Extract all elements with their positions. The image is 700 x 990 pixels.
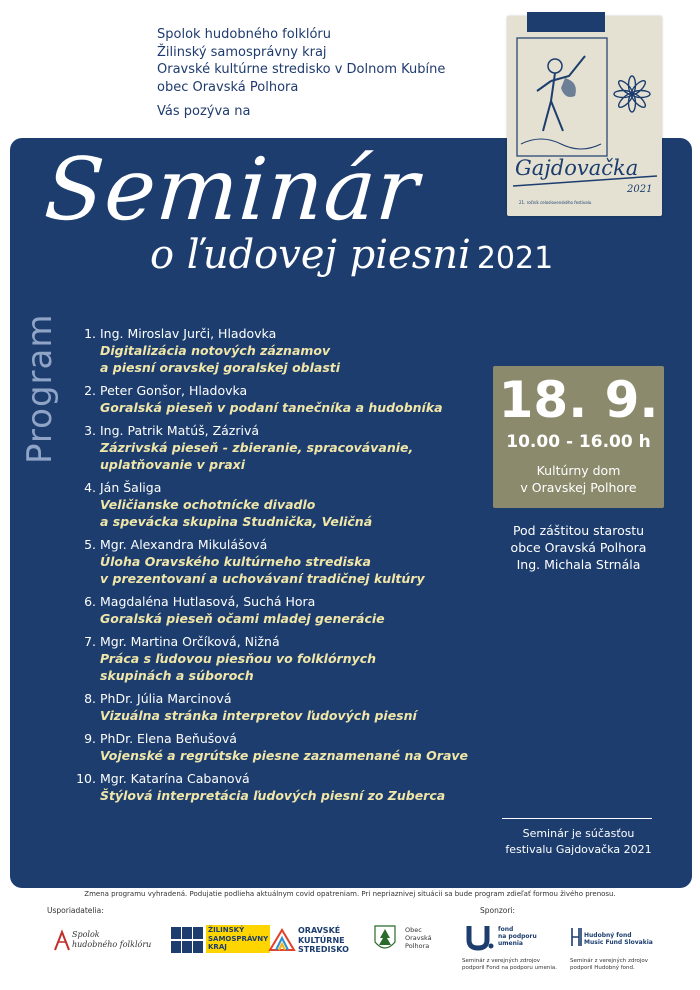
item-number: 7. bbox=[84, 634, 96, 649]
title-line-2 bbox=[150, 232, 553, 278]
program-item bbox=[70, 422, 490, 473]
item-topic: Digitalizácia notových záznamov bbox=[100, 343, 331, 358]
badge-subtitle: 21. ročník celoslovenského festivalu bbox=[519, 200, 592, 205]
oks-logo-icon bbox=[268, 926, 296, 954]
fpu-logo-icon bbox=[466, 922, 494, 952]
item-speaker: Mgr. Katarína Cabanová bbox=[100, 771, 250, 786]
logo-text: Hudobný fond bbox=[584, 932, 632, 939]
patron-line: obce Oravská Polhora bbox=[510, 540, 647, 555]
item-topic: Zázrivská pieseň - zbieranie, spracovávanie, bbox=[100, 440, 414, 455]
item-number: 6. bbox=[84, 594, 96, 609]
program-item bbox=[70, 690, 490, 724]
event-datebox bbox=[493, 366, 664, 508]
gajdovacka-badge bbox=[507, 16, 662, 216]
item-speaker: Ing. Patrik Matúš, Zázrivá bbox=[100, 423, 260, 438]
item-topic: Vizuálna stránka interpretov ľudových piesní bbox=[100, 708, 417, 723]
item-topic: Veličianske ochotnícke divadlo bbox=[100, 497, 316, 512]
item-topic: Práca s ľudovou piesňou vo folklórnych bbox=[100, 651, 377, 666]
sponsor-note: Seminár z verejných zdrojov bbox=[462, 958, 540, 964]
footer-notice: Zmena programu vyhradená. Podujatie podlieha aktuálnym covid opatreniam. Pri nepriaznivej situácii sa bude program zdieľať formou živého prenosu. bbox=[84, 890, 616, 898]
item-number: 8. bbox=[84, 691, 96, 706]
hf-logo-icon bbox=[570, 926, 584, 948]
invite-text: Vás pozýva na bbox=[157, 104, 251, 119]
program-item bbox=[70, 730, 490, 764]
logo-text: na podporu bbox=[498, 933, 537, 940]
item-topic: a piesní oravskej goralskej oblasti bbox=[100, 360, 341, 375]
event-place bbox=[493, 462, 664, 496]
patron-line: Pod záštitou starostu bbox=[512, 523, 645, 538]
festival-note bbox=[493, 826, 664, 858]
sponsor-note: Seminár z verejných zdrojov bbox=[570, 958, 648, 964]
organizer-4: obec Oravská Polhora bbox=[157, 79, 299, 95]
item-speaker: Mgr. Alexandra Mikulášová bbox=[100, 537, 268, 552]
logo-text: STREDISKO bbox=[298, 945, 349, 954]
event-time: 10.00 - 16.00 h bbox=[506, 432, 651, 452]
item-topic: Goralská pieseň v podaní tanečníka a hudobníka bbox=[100, 400, 443, 415]
logo-text: ŽILINSKÝ bbox=[208, 926, 245, 934]
program-item bbox=[70, 325, 490, 376]
title-line-1: Seminár bbox=[41, 140, 423, 240]
logo-text: SAMOSPRÁVNY bbox=[208, 934, 269, 943]
item-topic: Štýlová interpretácia ľudových piesní zo Zuberca bbox=[100, 788, 446, 803]
event-date: 18. 9. bbox=[498, 371, 659, 429]
program-item bbox=[70, 382, 490, 416]
item-number: 2. bbox=[84, 383, 96, 398]
sponsor-note: podporil Hudobný fond. bbox=[570, 965, 635, 971]
item-speaker: PhDr. Elena Beňušová bbox=[100, 731, 237, 746]
item-number: 10. bbox=[76, 771, 96, 786]
logo-text: Oravská bbox=[405, 934, 432, 942]
title-topic: o ľudovej piesni bbox=[150, 232, 471, 278]
item-speaker: Ján Šaliga bbox=[100, 480, 162, 495]
item-number: 9. bbox=[84, 731, 96, 746]
item-topic: uplatňovanie v praxi bbox=[100, 457, 246, 472]
main-panel bbox=[10, 138, 692, 888]
item-speaker: PhDr. Júlia Marcinová bbox=[100, 691, 232, 706]
program-item bbox=[70, 479, 490, 530]
logo-text: Spolok bbox=[72, 930, 100, 939]
logo-text: ORAVSKÉ bbox=[298, 926, 341, 935]
program-list bbox=[70, 325, 490, 810]
item-speaker: Ing. Miroslav Jurči, Hladovka bbox=[100, 326, 277, 341]
logo-text: fond bbox=[498, 926, 514, 933]
sponsor-note: podporil Fond na podporu umenia. bbox=[462, 965, 557, 971]
spolok-logo-icon bbox=[52, 928, 72, 952]
logo-text: umenia bbox=[498, 940, 523, 947]
zsk-coat-icon bbox=[170, 925, 204, 955]
organizers-list bbox=[157, 26, 445, 96]
organizer-3: Oravské kultúrne stredisko v Dolnom Kubíne bbox=[157, 62, 446, 77]
event-place-line: v Oravskej Polhore bbox=[520, 480, 637, 495]
item-number: 3. bbox=[84, 423, 96, 438]
logo-text: KULTÚRNE bbox=[298, 935, 345, 945]
item-topic: skupinách a súboroch bbox=[100, 668, 254, 683]
logo-text: Obec bbox=[405, 926, 422, 934]
patron-line: Ing. Michala Strnála bbox=[516, 557, 641, 572]
item-number: 1. bbox=[84, 326, 96, 341]
divider bbox=[502, 818, 652, 819]
organizers-label: Usporiadatelia: bbox=[47, 906, 104, 915]
patronage-text bbox=[493, 522, 664, 573]
item-topic: Úloha Oravského kultúrneho strediska bbox=[100, 554, 371, 569]
item-number: 5. bbox=[84, 537, 96, 552]
logo-text: KRAJ bbox=[208, 943, 227, 951]
organizer-2: Žilinský samosprávny kraj bbox=[157, 44, 327, 60]
festival-note-line: Seminár je súčasťou bbox=[522, 827, 635, 840]
item-speaker: Magdaléna Hutlasová, Suchá Hora bbox=[100, 594, 316, 609]
organizer-1: Spolok hudobného folklóru bbox=[157, 27, 332, 42]
program-item bbox=[70, 770, 490, 804]
program-label: Program bbox=[20, 313, 60, 464]
title-year: 2021 bbox=[476, 241, 554, 276]
program-item bbox=[70, 633, 490, 684]
item-topic: Goralská pieseň očami mladej generácie bbox=[100, 611, 385, 626]
item-number: 4. bbox=[84, 480, 96, 495]
program-item bbox=[70, 593, 490, 627]
item-speaker: Peter Gonšor, Hladovka bbox=[100, 383, 248, 398]
badge-name: Gajdovačka bbox=[515, 156, 639, 180]
item-topic: v prezentovaní a uchovávaní tradičnej kultúry bbox=[100, 571, 425, 586]
sponsors-label: Sponzori: bbox=[480, 906, 516, 915]
event-place-line: Kultúrny dom bbox=[536, 463, 621, 478]
program-item bbox=[70, 536, 490, 587]
item-topic: a spevácka skupina Studnička, Veličná bbox=[100, 514, 373, 529]
obec-coat-icon bbox=[373, 924, 397, 954]
festival-note-line: festivalu Gajdovačka 2021 bbox=[505, 843, 652, 856]
logo-text: Polhora bbox=[405, 942, 430, 950]
logo-text: hudobného folklóru bbox=[72, 940, 152, 949]
item-speaker: Mgr. Martina Orčíková, Nižná bbox=[100, 634, 280, 649]
badge-year: 2021 bbox=[627, 184, 653, 195]
item-topic: Vojenské a regrútske piesne zaznamenané na Orave bbox=[100, 748, 469, 763]
logo-text: Music Fund Slovakia bbox=[584, 939, 653, 946]
